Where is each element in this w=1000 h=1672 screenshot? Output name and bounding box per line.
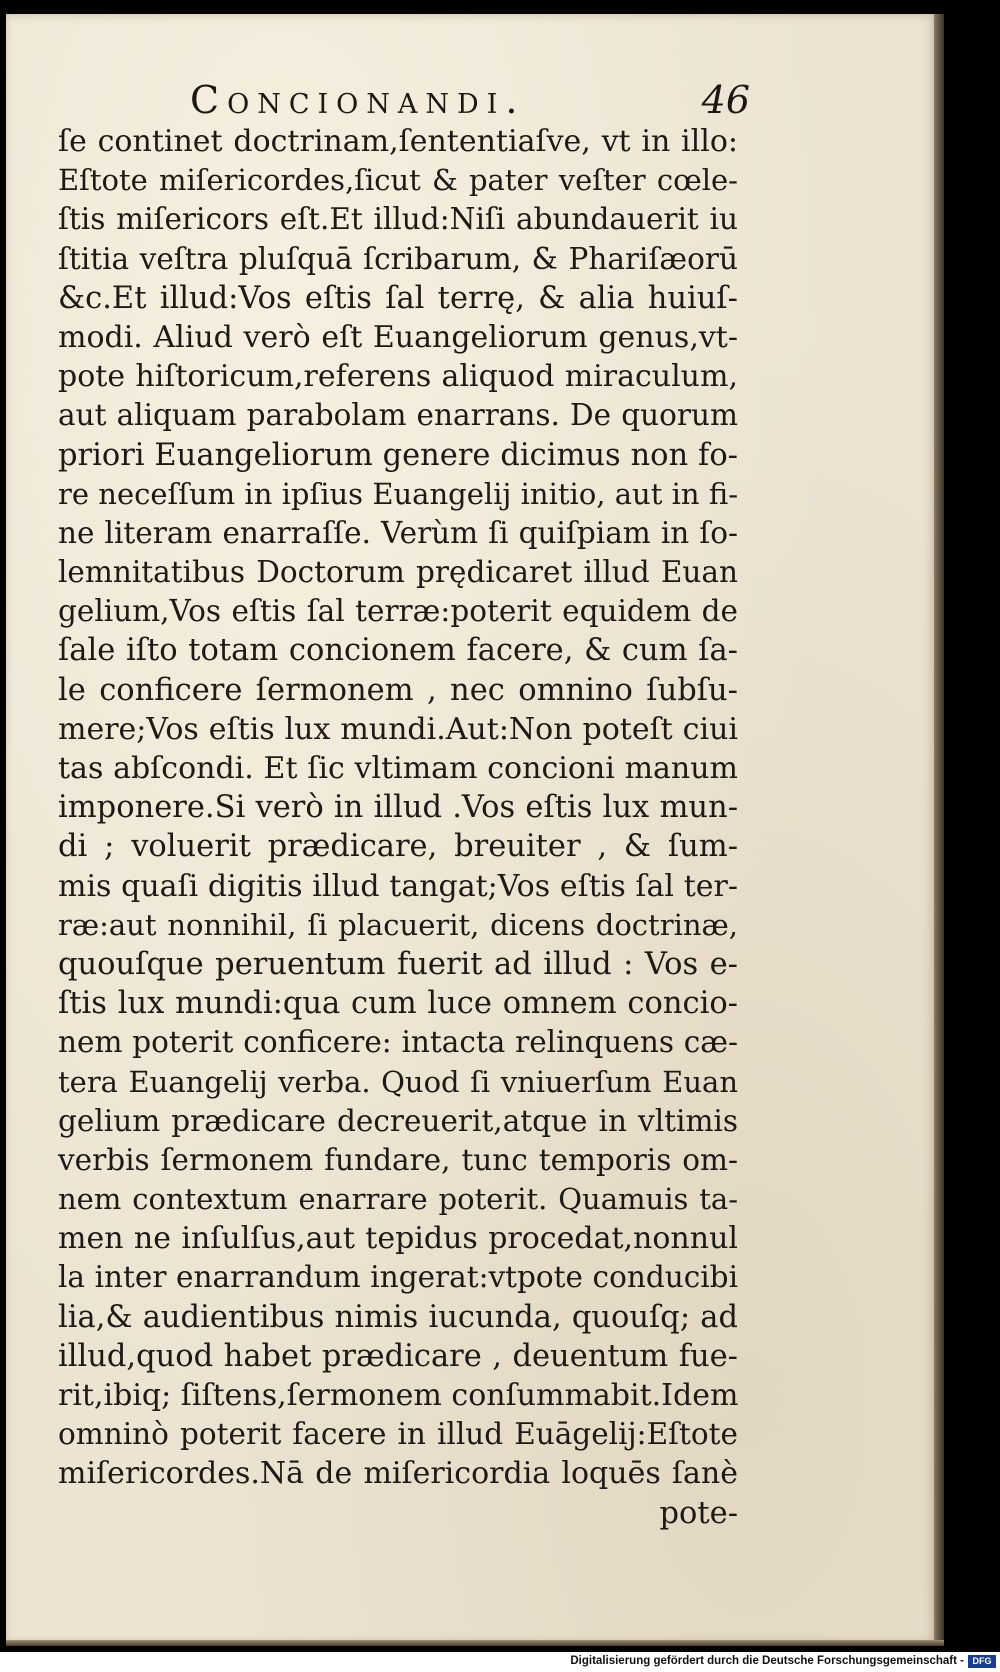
text-line: quouſque peruentum fuerit ad illud : Vos e- bbox=[58, 946, 738, 982]
footer-bar bbox=[0, 1652, 1000, 1672]
text-line: ſtitia veſtra pluſquā ſcribarum, & Phariſæorū bbox=[58, 241, 738, 276]
text-line: gelium,Vos eſtis ſal terræ:poterit equidem de bbox=[58, 594, 738, 629]
text-line: gelium prædicare decreuerit,atque in vltimis bbox=[58, 1103, 738, 1138]
text-line: mere;Vos eſtis lux mundi.Aut:Non poteſt ciui bbox=[58, 711, 738, 747]
page-bottom-edge bbox=[6, 1640, 944, 1646]
text-line: modi. Aliud verò eſt Euangeliorum genus,vt- bbox=[58, 319, 738, 355]
text-line: Eſtote miſericordes,ſicut & pater veſter cœle- bbox=[58, 163, 738, 198]
text-line: nem poterit conficere: intacta relinquens cæ- bbox=[58, 1025, 738, 1060]
text-line: pote- bbox=[659, 1495, 738, 1531]
digitization-credit: Digitalisierung gefördert durch die Deutsche Forschungsgemeinschaft - bbox=[570, 1655, 964, 1667]
text-line: men ne inſulſus,aut tepidus procedat,nonnul bbox=[58, 1221, 738, 1257]
page-number: 46 bbox=[701, 78, 750, 122]
text-line: pote hiſtoricum,referens aliquod miraculum, bbox=[58, 359, 738, 395]
text-line: omninò poterit facere in illud Euāgelij:Eſtote bbox=[58, 1417, 738, 1452]
page-edge bbox=[934, 14, 944, 1646]
text-line: lemnitatibus Doctorum prędicaret illud Euan bbox=[58, 555, 738, 590]
text-line: le conficere ſermonem , nec omnino ſubſu- bbox=[58, 672, 738, 708]
text-line: nem contextum enarrare poterit. Quamuis ta- bbox=[58, 1182, 738, 1217]
text-line: priori Euangeliorum genere dicimus non fo- bbox=[58, 437, 738, 473]
text-line: re neceſſum in ipſius Euangelij initio, aut in fi- bbox=[58, 476, 738, 511]
dfg-logo: DFG bbox=[968, 1655, 996, 1668]
text-line: miſericordes.Nā de miſericordia loquēs ſanè bbox=[58, 1456, 738, 1492]
text-line: tas abſcondi. Et ſic vltimam concioni manum bbox=[58, 751, 738, 786]
text-line: ſtis lux mundi:qua cum luce omnem concio- bbox=[58, 986, 738, 1022]
running-title: Concionandi. bbox=[190, 78, 526, 122]
text-line: tera Euangelij verba. Quod ſi vniuerſum Euan bbox=[58, 1064, 738, 1099]
text-line: ſtis miſericors eſt.Et illud:Niſi abundauerit iu bbox=[58, 202, 738, 237]
text-line: ſe continet doctrinam,ſententiaſve, vt in illo: bbox=[58, 124, 738, 159]
text-line: rit,ibiq; ſiſtens,ſermonem conſummabit.Idem bbox=[58, 1378, 739, 1413]
body-text bbox=[58, 122, 738, 1533]
text-line: ræ:aut nonnihil, ſi placuerit, dicens doctrinæ, bbox=[58, 907, 738, 942]
text-line: &c.Et illud:Vos eſtis ſal terrę, & alia huiuſ- bbox=[58, 280, 738, 316]
text-line: aut aliquam parabolam enarrans. De quorum bbox=[58, 398, 738, 433]
text-line: ſale iſto totam concionem facere, & cum ſa- bbox=[58, 633, 738, 669]
text-line: verbis ſermonem fundare, tunc temporis om- bbox=[58, 1142, 738, 1177]
text-line: la inter enarrandum ingerat:vtpote conducibi bbox=[58, 1260, 738, 1295]
text-line: mis quaſi digitis illud tangat;Vos eſtis ſal ter- bbox=[58, 868, 738, 904]
text-line: illud,quod habet prædicare , deuentum fue- bbox=[58, 1338, 738, 1374]
text-line: di ; voluerit prædicare, breuiter , & ſum- bbox=[58, 829, 738, 865]
page-header bbox=[190, 78, 750, 128]
text-line: ne literam enarraſſe. Verùm ſi quiſpiam in ſo- bbox=[58, 515, 738, 550]
text-line: lia,& audientibus nimis iucunda, quouſq; ad bbox=[58, 1299, 738, 1335]
text-line: imponere.Si verò in illud .Vos eſtis lux mun- bbox=[58, 790, 738, 826]
